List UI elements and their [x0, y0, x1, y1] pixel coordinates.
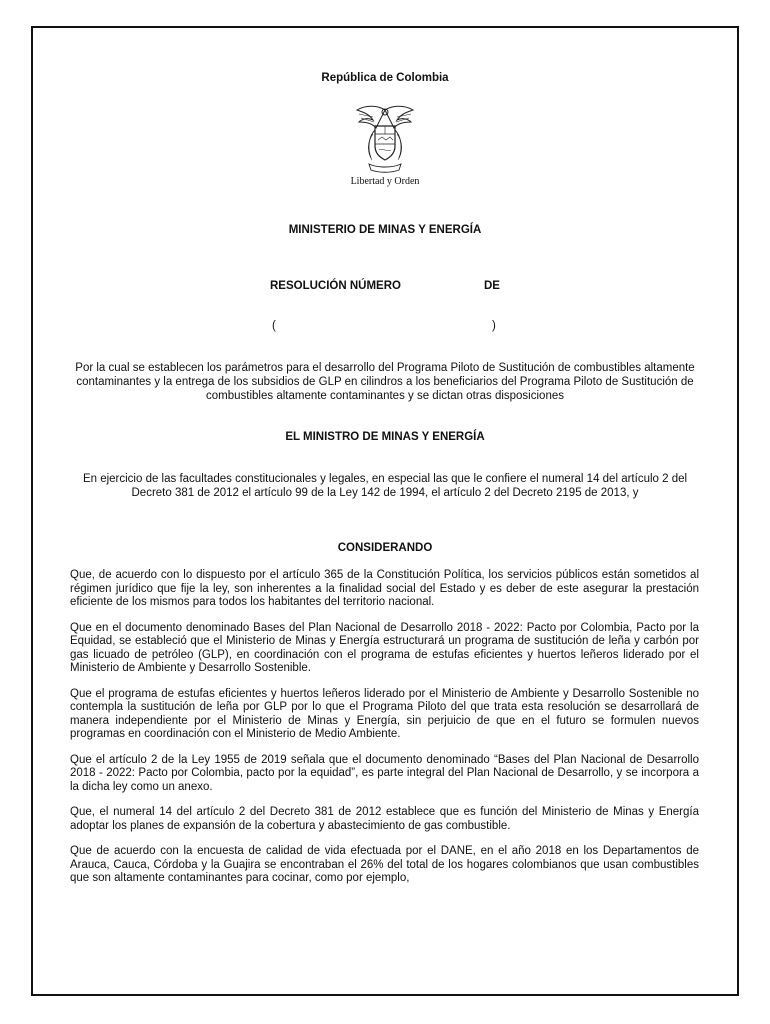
resolution-number-label: RESOLUCIÓN NÚMERO [270, 280, 401, 292]
date-close-paren: ) [492, 320, 496, 332]
considerando-paragraph: Que de acuerdo con la encuesta de calidad de vida efectuada por el DANE, en el año 2018 en los Departamentos de Arauca, Cauca, Córdoba y la Guajira se encontraban el 26% del total de los hogares colombianos que usan combustibles que son altamente contaminantes para cocinar, como por ejemplo, [70, 845, 699, 884]
considerando-paragraph: Que, el numeral 14 del artículo 2 del Decreto 381 de 2012 establece que es función del Ministerio de Minas y Energía adoptar los planes de expansión de la cobertura y abastecimiento de gas combustible. [70, 806, 699, 832]
considerando-paragraph: Que el artículo 2 de la Ley 1955 de 2019 señala que el documento denominado “Bases del Plan Nacional de Desarrollo 2018 - 2022: Pacto por Colombia, pacto por la equidad”, es parte integral del Plan Nacional de Desarrollo, y se incorpora a la dicha ley como un anexo. [70, 753, 699, 793]
considerando-paragraph: Que el programa de estufas eficientes y huertos leñeros liderado por el Ministerio de Ambiente y Desarrollo Sostenible no contempla la sustitución de leña por GLP por lo que el Programa Piloto del que trata esta resolución se desarrollará de manera independiente por el Ministerio de Minas y Energía, sin perjuicio de que en el futuro se formulen nuevos programas en coordinación con el Ministerio de Medio Ambiente. [70, 687, 699, 740]
powers-statement: En ejercicio de las facultades constitucionales y legales, en especial las que le confiere el numeral 14 del artículo 2 del Decreto 381 de 2012 el artículo 99 de la Ley 142 de 1994, el artículo 2 del Decreto 2195 de 2013, y [82, 473, 688, 499]
date-open-paren: ( [272, 320, 276, 332]
considerando-body [70, 569, 699, 898]
considerando-paragraph: Que en el documento denominado Bases del Plan Nacional de Desarrollo 2018 - 2022: Pacto por Colombia, Pacto por la Equidad, se estableció que el Ministerio de Minas y Energía estructurará un programa de sustitución de leña y carbón por gas licuado de petróleo (GLP), en coordinación con el programa de estufas eficientes y huertos leñeros liderado por el Ministerio de Ambiente y Desarrollo Sostenible. [70, 621, 699, 674]
minister-heading: EL MINISTRO DE MINAS Y ENERGÍA [285, 431, 485, 443]
resolution-date-label: DE [484, 280, 500, 292]
national-motto: Libertad y Orden [350, 176, 420, 187]
resolution-subject: Por la cual se establecen los parámetros para el desarrollo del Programa Piloto de Sustitución de combustibles altamente contaminantes y la entrega de los subsidios de GLP en cilindros a los beneficiarios del Programa Piloto de Sustitución de combustibles altamente contaminantes y se dictan otras disposiciones [75, 362, 695, 402]
ministry-heading: MINISTERIO DE MINAS Y ENERGÍA [288, 224, 482, 236]
country-heading: República de Colombia [321, 72, 449, 84]
coat-of-arms-icon [345, 100, 425, 180]
considerando-paragraph: Que, de acuerdo con lo dispuesto por el artículo 365 de la Constitución Política, los servicios públicos están sometidos al régimen jurídico que fije la ley, son inherentes a la finalidad social del Estado y es deber de este asegurar la prestación eficiente de los mismos para todos los habitantes del territorio nacional. [70, 569, 699, 608]
considerando-heading: CONSIDERANDO [337, 542, 433, 554]
